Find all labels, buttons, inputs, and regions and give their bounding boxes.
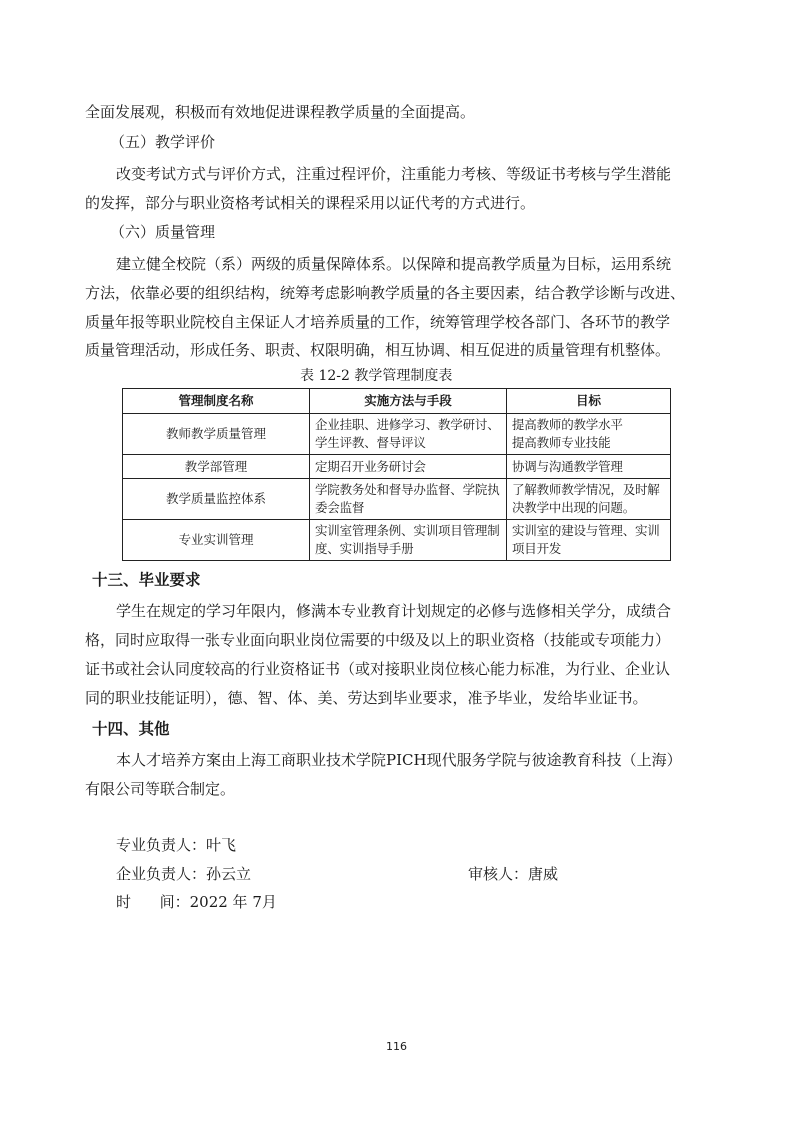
table-cell: 教学质量监控体系: [123, 479, 310, 520]
table-row: [123, 520, 671, 561]
table-cell: 协调与沟通教学管理: [507, 455, 671, 479]
table-cell: 教学部管理: [123, 455, 310, 479]
table-cell: 定期召开业务研讨会: [310, 455, 507, 479]
paragraph-line: 学生在规定的学习年限内，修满本专业教育计划规定的必修与选修相关学分，成绩合: [116, 602, 672, 620]
reviewer-signature: 审核人：唐威: [468, 865, 559, 883]
table-cell: 学院教务处和督导办监督、学院执委会监督: [310, 479, 507, 520]
section-heading-quality-management: （六）质量管理: [110, 223, 216, 241]
table-row: [123, 479, 671, 520]
table-cell: 企业挂职、进修学习、教学研讨、学生评教、督导评议: [310, 414, 507, 455]
paragraph-line: 本人才培养方案由上海工商职业技术学院PICH现代服务学院与彼途教育科技（上海）: [116, 751, 682, 769]
table-cell: 专业实训管理: [123, 520, 310, 561]
table-cell: 提高教师的教学水平 提高教师专业技能: [507, 414, 671, 455]
table-cell: 实训室管理条例、实训项目管理制度、实训指导手册: [310, 520, 507, 561]
column-header: 实施方法与手段: [310, 389, 507, 414]
paragraph-line: 质量管理活动，形成任务、职责、权限明确，相互协调、相互促进的质量管理有机整体。: [85, 341, 671, 359]
paragraph-line: 改变考试方式与评价方式，注重过程评价，注重能力考核、等级证书考核与学生潜能: [116, 165, 672, 183]
table-cell: 教师教学质量管理: [123, 414, 310, 455]
paragraph-line: 方法，依靠必要的组织结构，统筹考虑影响教学质量的各主要因素，结合教学诊断与改进、: [85, 284, 686, 302]
table-header-row: [123, 389, 671, 414]
paragraph-line: 有限公司等联合制定。: [85, 780, 236, 798]
enterprise-lead-signature: 企业负责人：孙云立: [116, 865, 252, 883]
table-row: [123, 414, 671, 455]
paragraph-line: 同的职业技能证明），德、智、体、美、劳达到毕业要求，准予毕业，发给毕业证书。: [85, 689, 648, 707]
column-header: 管理制度名称: [123, 389, 310, 414]
paragraph-line: 建立健全校院（系）两级的质量保障体系。以保障和提高教学质量为目标，运用系统: [116, 255, 672, 273]
section-heading-graduation-requirements: 十三、毕业要求: [92, 571, 201, 589]
major-lead-signature: 专业负责人：叶飞: [116, 836, 237, 854]
paragraph-line: 格，同时应取得一张专业面向职业岗位需要的中级及以上的职业资格（技能或专项能力）: [85, 631, 671, 649]
column-header: 目标: [507, 389, 671, 414]
page-number: 116: [386, 1040, 407, 1053]
table-caption: 表 12-2 教学管理制度表: [300, 368, 453, 384]
table-cell: 实训室的建设与管理、实训项目开发: [507, 520, 671, 561]
section-heading-other: 十四、其他: [92, 720, 170, 738]
paragraph-line: 质量年报等职业院校自主保证人才培养质量的工作，统筹管理学校各部门、各环节的教学: [85, 313, 671, 331]
section-heading-teaching-evaluation: （五）教学评价: [110, 133, 216, 151]
paragraph-line: 全面发展观，积极而有效地促进课程教学质量的全面提高。: [85, 103, 476, 121]
table-cell: 了解教师教学情况，及时解决教学中出现的问题。: [507, 479, 671, 520]
paragraph-line: 的发挥，部分与职业资格考试相关的课程采用以证代考的方式进行。: [85, 194, 536, 212]
date-line: 时 间：2022 年 7月: [116, 893, 277, 911]
teaching-management-table: [122, 388, 671, 561]
table-row: [123, 455, 671, 479]
paragraph-line: 证书或社会认同度较高的行业资格证书（或对接职业岗位核心能力标准，为行业、企业认: [85, 660, 671, 678]
